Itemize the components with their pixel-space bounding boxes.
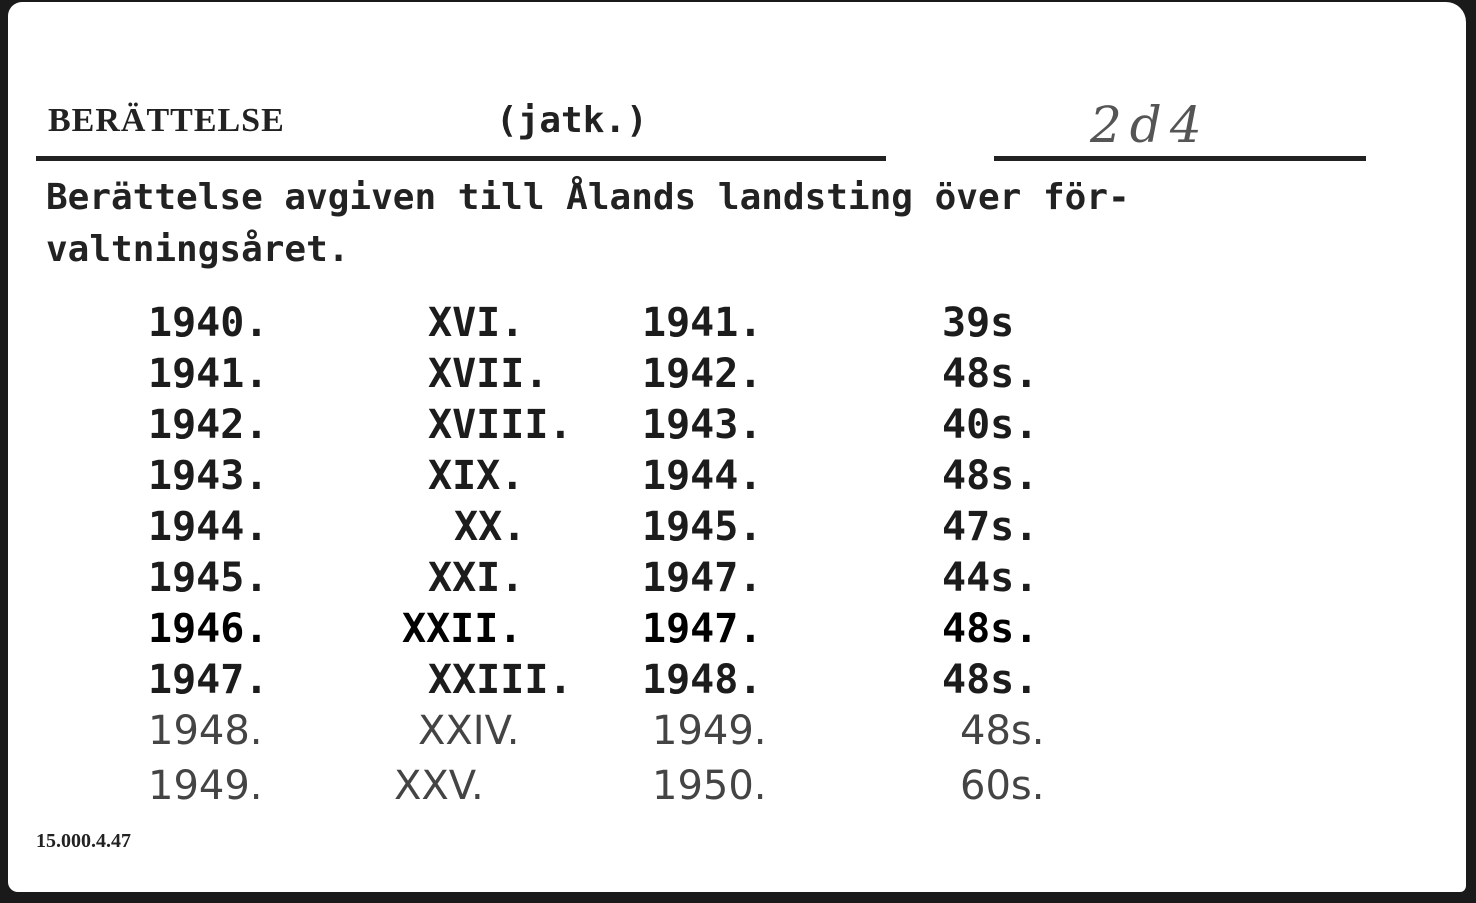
pages-cell: 48s.: [942, 350, 1039, 397]
description-line: Berättelse avgiven till Ålands landsting över för-: [46, 177, 1130, 218]
table-row: [148, 603, 1080, 654]
description: [46, 172, 1386, 276]
roman-cell: XXIII.: [428, 656, 573, 703]
table-row: [148, 705, 1080, 756]
year-cell: 1940.: [148, 299, 269, 346]
table-row: [148, 297, 1080, 348]
year-cell: 1945.: [148, 554, 269, 601]
roman-cell: XXII.: [402, 605, 523, 652]
table-row: [148, 399, 1080, 450]
year-cell: 1943.: [148, 452, 269, 499]
index-card: [8, 2, 1466, 892]
pages-cell: 39s: [942, 299, 1015, 346]
year2-cell: 1947.: [642, 605, 763, 652]
roman-cell: XXI.: [428, 554, 525, 601]
print-code: 15.000.4.47: [36, 830, 131, 852]
year2-cell: 1945.: [642, 503, 763, 550]
title-underline: [36, 156, 886, 161]
year2-cell: 1943.: [642, 401, 763, 448]
year-cell: 1946.: [148, 605, 269, 652]
pages-cell: 48s.: [942, 656, 1039, 703]
year-cell: 1947.: [148, 656, 269, 703]
pages-cell: 60s.: [960, 763, 1045, 809]
volumes-table: [148, 297, 1080, 816]
table-row: [148, 654, 1080, 705]
description-line: valtningsåret.: [46, 229, 350, 270]
pages-cell: 48s.: [960, 707, 1045, 754]
year2-cell: 1950.: [652, 763, 767, 809]
year-cell: 1942.: [148, 401, 269, 448]
card-subtitle: (jatk.): [496, 100, 648, 141]
roman-cell: XXIV.: [418, 707, 520, 754]
pages-cell: 48s.: [942, 605, 1039, 652]
roman-cell: XIX.: [428, 452, 525, 499]
year-cell: 1949.: [148, 763, 263, 809]
roman-cell: XX.: [454, 503, 527, 550]
year-cell: 1944.: [148, 503, 269, 550]
table-row: [148, 450, 1080, 501]
handwritten-code: 2d4: [1090, 96, 1210, 154]
roman-cell: XVI.: [428, 299, 525, 346]
table-row: [148, 501, 1080, 552]
code-underline: [994, 156, 1366, 161]
year2-cell: 1944.: [642, 452, 763, 499]
pages-cell: 40s.: [942, 401, 1039, 448]
year2-cell: 1942.: [642, 350, 763, 397]
pages-cell: 44s.: [942, 554, 1039, 601]
roman-cell: XVII.: [428, 350, 549, 397]
roman-cell: XVIII.: [428, 401, 573, 448]
pages-cell: 47s.: [942, 503, 1039, 550]
pages-cell: 48s.: [942, 452, 1039, 499]
year2-cell: 1941.: [642, 299, 763, 346]
year-cell: 1948.: [148, 707, 263, 754]
year2-cell: 1949.: [652, 707, 767, 754]
table-row: [148, 756, 1080, 816]
year2-cell: 1947.: [642, 554, 763, 601]
table-row: [148, 552, 1080, 603]
year-cell: 1941.: [148, 350, 269, 397]
roman-cell: XXV.: [394, 763, 484, 809]
table-row: [148, 348, 1080, 399]
year2-cell: 1948.: [642, 656, 763, 703]
card-title: BERÄTTELSE: [48, 102, 285, 139]
